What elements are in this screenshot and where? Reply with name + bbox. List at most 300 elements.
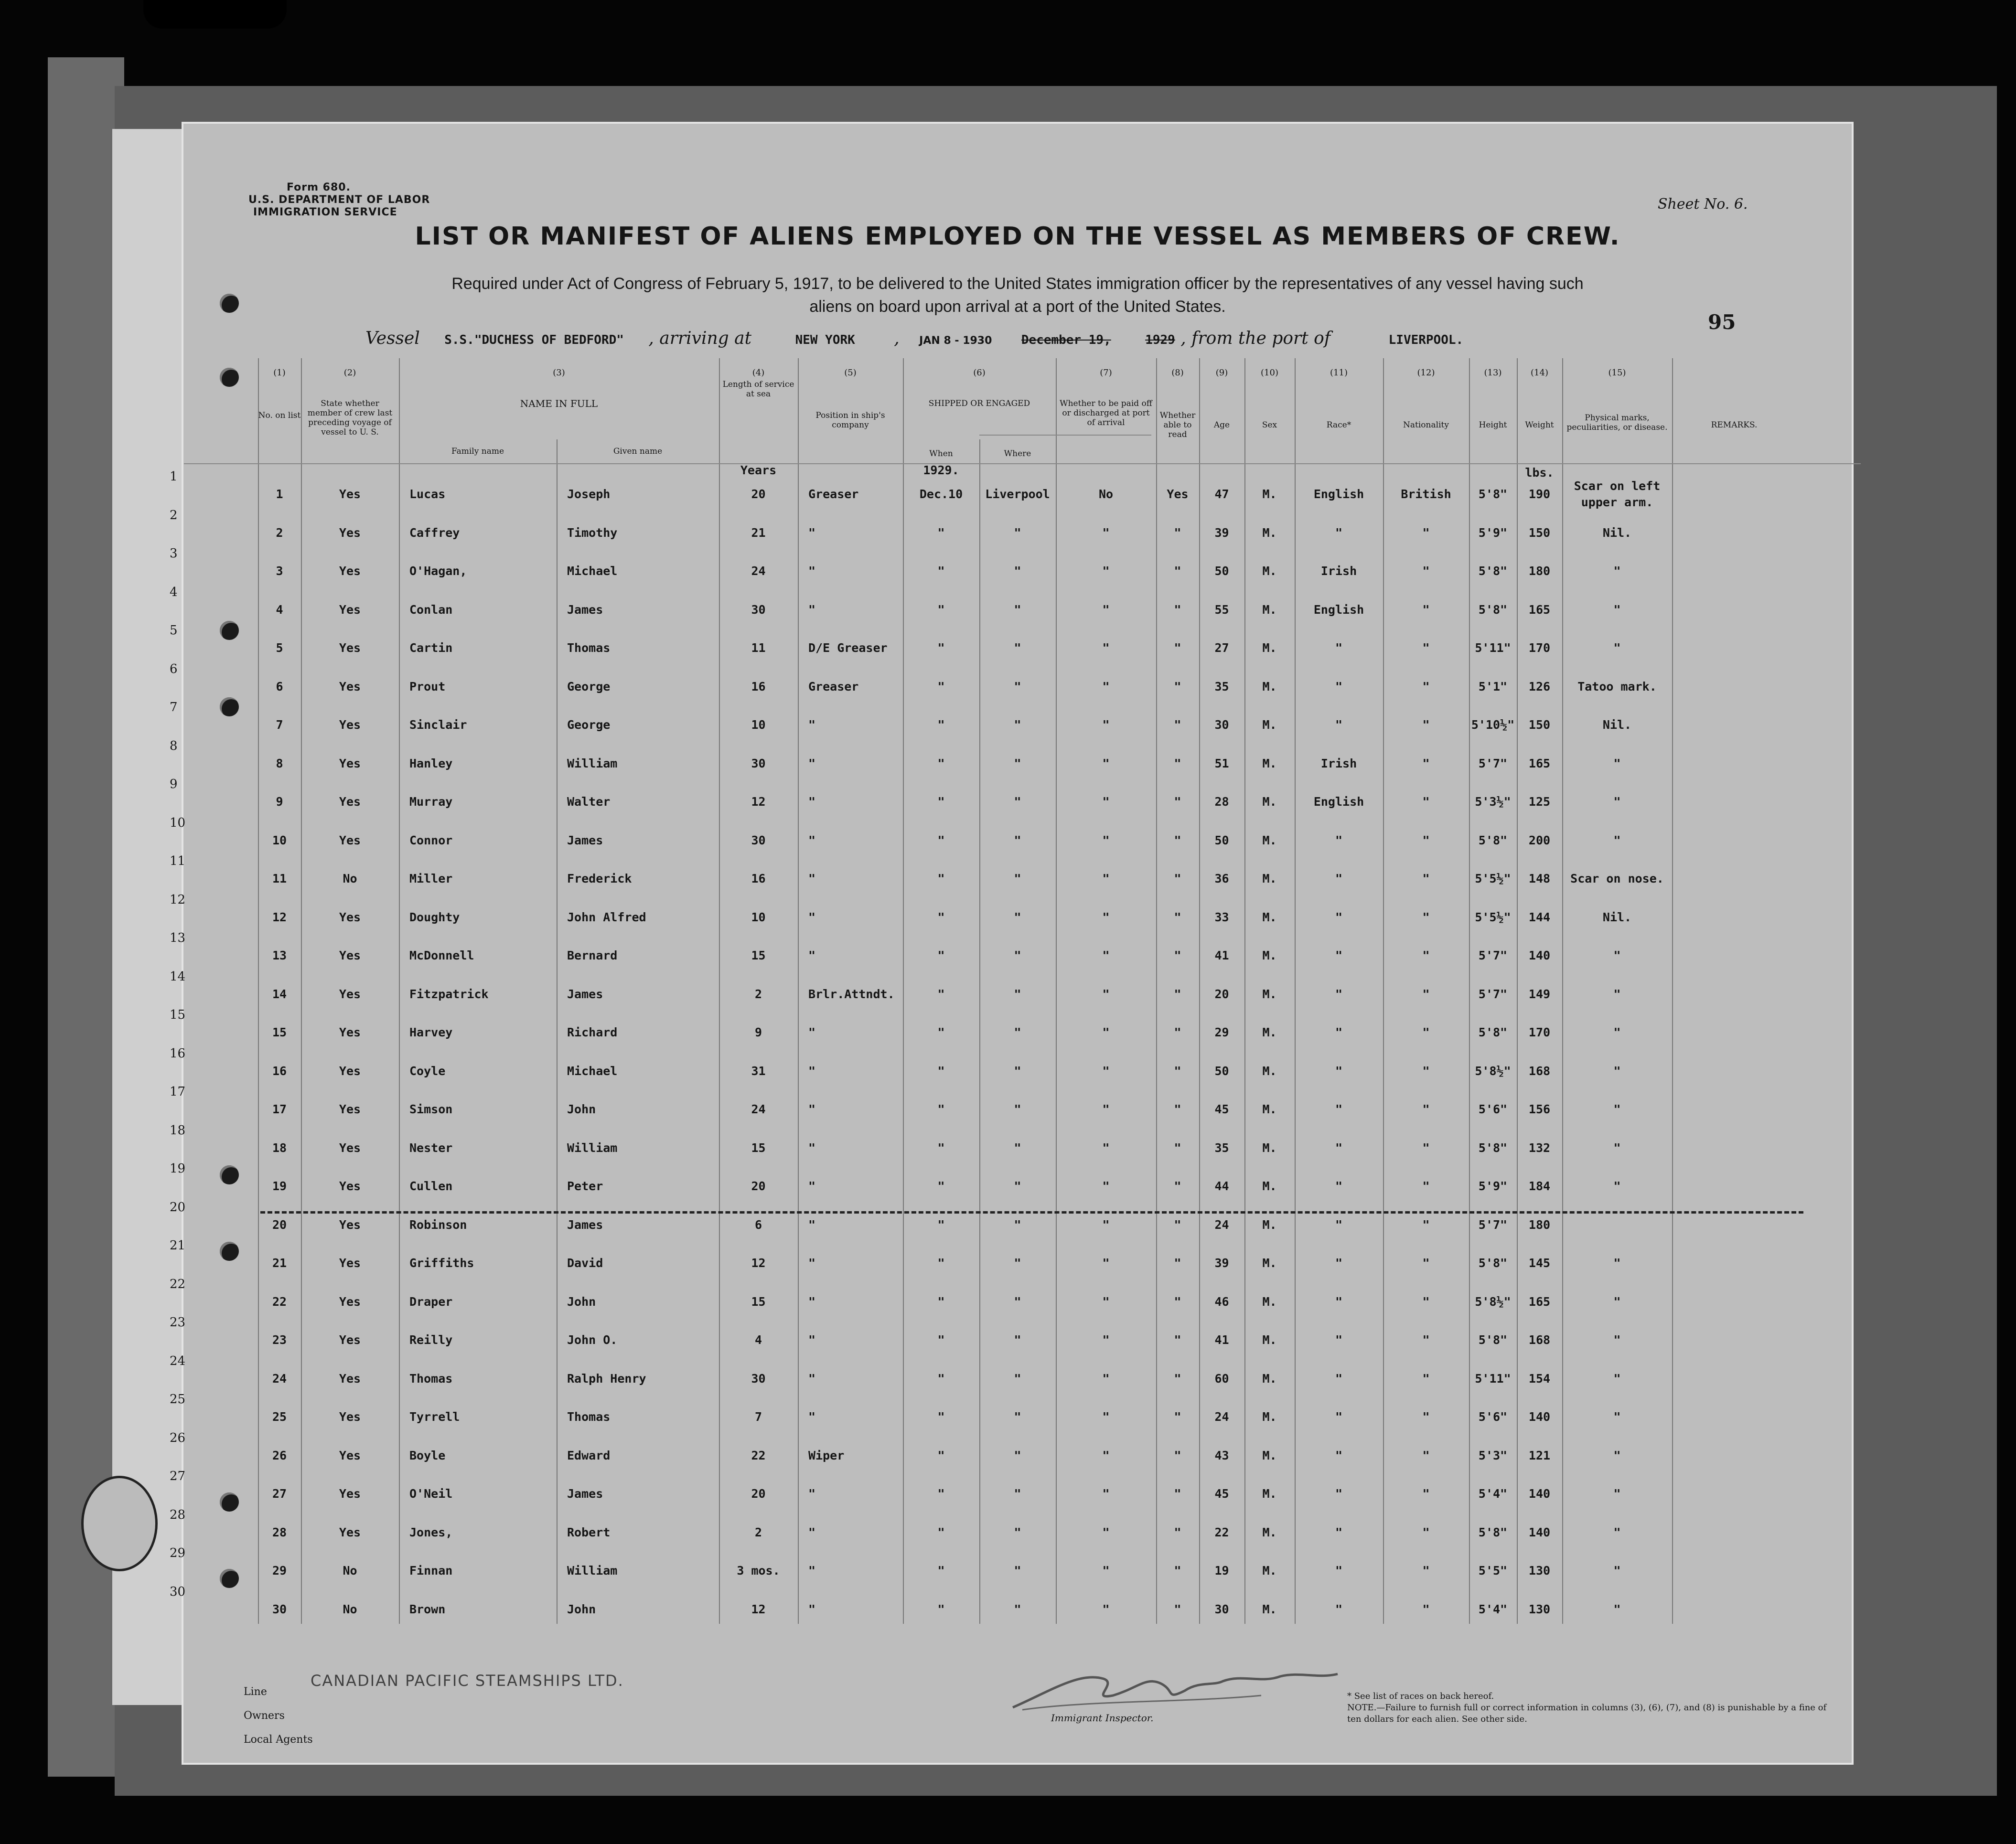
- physical-marks-cell: ": [1613, 795, 1621, 809]
- able-to-read-cell: ": [1174, 910, 1181, 924]
- list-number-cell: 19: [272, 1179, 287, 1193]
- race-cell: ": [1335, 910, 1343, 924]
- weight-cell: 132: [1528, 1141, 1551, 1155]
- weight-cell: 168: [1528, 1064, 1551, 1078]
- previous-voyage-cell: Yes: [339, 833, 361, 847]
- nationality-cell: ": [1422, 1564, 1430, 1578]
- sex-cell: M.: [1262, 1141, 1277, 1155]
- nationality-cell: ": [1422, 949, 1430, 962]
- race-cell: ": [1335, 1064, 1343, 1078]
- shipped-where-cell: ": [1014, 1064, 1021, 1078]
- given-name-cell: John Alfred: [567, 910, 646, 924]
- previous-voyage-cell: Yes: [339, 564, 361, 578]
- column-number: (2): [343, 368, 356, 378]
- service-length-cell: 9: [754, 1025, 762, 1039]
- page-subtitle: [334, 272, 1701, 318]
- able-to-read-cell: ": [1174, 525, 1181, 540]
- paid-off-cell: ": [1102, 1025, 1110, 1039]
- position-cell: ": [808, 1064, 816, 1078]
- table-row: [170, 700, 1861, 744]
- age-cell: 19: [1214, 1564, 1229, 1578]
- shipped-when-cell: ": [937, 564, 945, 578]
- position-cell: Greaser: [808, 487, 859, 501]
- height-cell: 5'5½": [1475, 872, 1511, 885]
- given-name-cell: Walter: [567, 795, 611, 809]
- age-cell: 30: [1214, 1602, 1229, 1616]
- list-number-cell: 13: [272, 949, 287, 962]
- family-name-cell: McDonnell: [409, 949, 474, 962]
- race-cell: ": [1335, 1141, 1343, 1155]
- shipped-where-cell: ": [1014, 1294, 1021, 1309]
- margin-line-number: 11: [170, 854, 186, 868]
- nationality-cell: ": [1422, 1064, 1430, 1078]
- shipped-when-cell: ": [937, 1525, 945, 1539]
- sex-cell: M.: [1262, 1525, 1277, 1539]
- shipped-where-cell: ": [1014, 641, 1021, 655]
- race-cell: ": [1335, 987, 1343, 1001]
- margin-line-number: 15: [170, 1008, 186, 1022]
- margin-line-number: 23: [170, 1315, 186, 1330]
- physical-marks-cell: ": [1613, 1371, 1621, 1386]
- column-number: (4): [752, 368, 765, 378]
- table-row: [170, 1507, 1861, 1552]
- physical-marks-cell: ": [1613, 1487, 1621, 1501]
- race-cell: ": [1335, 1448, 1343, 1462]
- list-number-cell: 27: [272, 1487, 287, 1501]
- table-row: [170, 508, 1861, 552]
- given-name-cell: Thomas: [567, 1410, 611, 1424]
- margin-line-number: 24: [170, 1354, 186, 1368]
- form-identifier: [248, 181, 430, 219]
- shipped-when-cell: ": [937, 525, 945, 540]
- sex-cell: M.: [1262, 602, 1277, 617]
- service-length-cell: 10: [751, 910, 766, 924]
- header-when: When: [929, 449, 953, 458]
- weight-cell: 130: [1528, 1602, 1551, 1616]
- physical-marks-cell: ": [1613, 987, 1621, 1001]
- age-cell: 33: [1214, 910, 1229, 924]
- footnote-races: * See list of races on back hereof.: [1347, 1691, 1494, 1701]
- sex-cell: M.: [1262, 1294, 1277, 1309]
- shipped-when-cell: ": [937, 910, 945, 924]
- column-number: (8): [1171, 368, 1184, 378]
- paid-off-cell: ": [1102, 1102, 1110, 1116]
- family-name-cell: Nester: [409, 1141, 453, 1155]
- list-number-cell: 22: [272, 1294, 287, 1309]
- arriving-label: , arriving at: [648, 329, 752, 348]
- shipped-where-cell: ": [1014, 718, 1021, 732]
- race-cell: English: [1313, 795, 1364, 809]
- height-cell: 5'8": [1478, 564, 1508, 578]
- header-weight: Weight: [1525, 420, 1554, 430]
- shipped-where-cell: ": [1014, 1602, 1021, 1616]
- list-number-cell: 1: [276, 487, 283, 501]
- family-name-cell: Reilly: [409, 1333, 453, 1347]
- struck-year: 1929: [1145, 333, 1175, 347]
- sex-cell: M.: [1262, 1102, 1277, 1116]
- given-name-cell: Thomas: [567, 641, 611, 655]
- shipped-when-cell: ": [937, 679, 945, 693]
- given-name-cell: James: [567, 1217, 603, 1232]
- position-cell: Brlr.Attndt.: [808, 987, 895, 1001]
- sex-cell: M.: [1262, 1064, 1277, 1078]
- family-name-cell: Coyle: [409, 1064, 446, 1078]
- weight-cell: 140: [1528, 1487, 1551, 1501]
- list-number-cell: 14: [272, 987, 287, 1001]
- physical-marks-cell: ": [1613, 1333, 1621, 1347]
- given-name-cell: John: [567, 1294, 596, 1309]
- physical-marks-cell: Nil.: [1602, 910, 1632, 924]
- physical-marks-cell: ": [1613, 1141, 1621, 1155]
- physical-marks-cell: ": [1613, 756, 1621, 770]
- header-length-of-service: Length of service at sea: [722, 380, 794, 399]
- table-row: [170, 1123, 1861, 1167]
- position-cell: ": [808, 910, 816, 924]
- table-row: [170, 1046, 1861, 1090]
- height-cell: 5'11": [1475, 1371, 1511, 1386]
- race-cell: ": [1335, 1179, 1343, 1193]
- age-cell: 50: [1214, 833, 1229, 847]
- margin-line-number: 10: [170, 815, 186, 830]
- table-row: [170, 1238, 1861, 1282]
- sex-cell: M.: [1262, 1602, 1277, 1616]
- shipped-when-cell: ": [937, 1487, 945, 1501]
- list-number-cell: 26: [272, 1448, 287, 1462]
- sex-cell: M.: [1262, 1256, 1277, 1270]
- column-number: (15): [1608, 368, 1626, 378]
- physical-marks-cell: ": [1613, 1564, 1621, 1578]
- race-cell: ": [1335, 1487, 1343, 1501]
- table-row: [170, 1085, 1861, 1129]
- given-name-cell: Bernard: [567, 949, 618, 962]
- position-cell: ": [808, 795, 816, 809]
- weight-cell: 156: [1528, 1102, 1551, 1116]
- race-cell: ": [1335, 949, 1343, 962]
- sex-cell: M.: [1262, 1333, 1277, 1347]
- able-to-read-cell: Yes: [1167, 487, 1189, 501]
- paid-off-cell: ": [1102, 602, 1110, 617]
- physical-marks-cell: ": [1613, 1179, 1621, 1193]
- paid-off-cell: ": [1102, 910, 1110, 924]
- position-cell: ": [808, 1141, 816, 1155]
- service-length-cell: 4: [754, 1333, 762, 1347]
- header-rule: [979, 435, 1151, 436]
- previous-voyage-cell: Yes: [339, 910, 361, 924]
- height-cell: 5'3": [1478, 1448, 1508, 1462]
- table-row: [170, 1469, 1861, 1513]
- race-cell: Irish: [1320, 564, 1357, 578]
- vessel-line: [365, 329, 1463, 348]
- sex-cell: M.: [1262, 1371, 1277, 1386]
- column-number: (13): [1484, 368, 1502, 378]
- margin-line-number: 9: [170, 777, 178, 791]
- able-to-read-cell: ": [1174, 795, 1181, 809]
- previous-voyage-cell: Yes: [339, 1064, 361, 1078]
- service-length-cell: 21: [751, 525, 766, 540]
- position-cell: ": [808, 1602, 816, 1616]
- shipped-when-cell: ": [937, 641, 945, 655]
- shipped-when-cell: ": [937, 602, 945, 617]
- weight-cell: 170: [1528, 641, 1551, 655]
- given-name-cell: Frederick: [567, 872, 632, 885]
- list-number-cell: 29: [272, 1564, 287, 1578]
- able-to-read-cell: ": [1174, 1448, 1181, 1462]
- column-number: (1): [273, 368, 286, 378]
- margin-line-number: 27: [170, 1469, 186, 1483]
- shipped-where-cell: ": [1014, 1217, 1021, 1232]
- race-cell: ": [1335, 1294, 1343, 1309]
- header-able-to-read: Whether able to read: [1159, 411, 1196, 439]
- paid-off-cell: ": [1102, 1448, 1110, 1462]
- from-port-label: , from the port of: [1180, 329, 1331, 348]
- age-cell: 46: [1214, 1294, 1229, 1309]
- column-number: (12): [1417, 368, 1435, 378]
- table-row: [170, 738, 1861, 783]
- weight-cell: 140: [1528, 949, 1551, 962]
- given-name-cell: Ralph Henry: [567, 1371, 646, 1386]
- able-to-read-cell: ": [1174, 1025, 1181, 1039]
- age-cell: 60: [1214, 1371, 1229, 1386]
- given-name-cell: William: [567, 1141, 618, 1155]
- previous-voyage-cell: Yes: [339, 602, 361, 617]
- height-cell: 5'8": [1478, 1256, 1508, 1270]
- paid-off-cell: ": [1102, 756, 1110, 770]
- height-cell: 5'5": [1478, 1564, 1508, 1578]
- position-cell: ": [808, 872, 816, 885]
- margin-line-number: 28: [170, 1507, 186, 1522]
- race-cell: ": [1335, 1256, 1343, 1270]
- form-line: IMMIGRATION SERVICE: [253, 206, 397, 218]
- given-name-cell: George: [567, 679, 611, 693]
- race-cell: ": [1335, 833, 1343, 847]
- sheet-number: Sheet No. 6.: [1658, 196, 1748, 213]
- punch-hole-icon: [220, 294, 239, 313]
- race-cell: ": [1335, 872, 1343, 885]
- paid-off-cell: ": [1102, 564, 1110, 578]
- family-name-cell: Jones,: [409, 1525, 453, 1539]
- weight-cell: 150: [1528, 718, 1551, 732]
- given-name-cell: William: [567, 1564, 618, 1578]
- able-to-read-cell: ": [1174, 1217, 1181, 1232]
- position-cell: ": [808, 1179, 816, 1193]
- able-to-read-cell: ": [1174, 872, 1181, 885]
- position-cell: ": [808, 1025, 816, 1039]
- age-cell: 36: [1214, 872, 1229, 885]
- nationality-cell: ": [1422, 1602, 1430, 1616]
- margin-line-number: 5: [170, 623, 178, 638]
- nationality-cell: ": [1422, 564, 1430, 578]
- age-cell: 44: [1214, 1179, 1229, 1193]
- able-to-read-cell: ": [1174, 1294, 1181, 1309]
- local-agents-label: Local Agents: [244, 1734, 313, 1746]
- age-cell: 55: [1214, 602, 1229, 617]
- margin-line-number: 8: [170, 738, 178, 753]
- race-cell: Irish: [1320, 756, 1357, 770]
- service-length-cell: 30: [751, 1371, 766, 1386]
- list-number-cell: 4: [276, 602, 283, 617]
- page-number: 95: [1708, 310, 1736, 334]
- page-tear: [143, 0, 287, 29]
- margin-line-number: 30: [170, 1584, 186, 1599]
- weight-cell: 149: [1528, 987, 1551, 1001]
- paid-off-cell: ": [1102, 718, 1110, 732]
- physical-marks-cell: ": [1613, 564, 1621, 578]
- list-number-cell: 18: [272, 1141, 287, 1155]
- nationality-cell: ": [1422, 525, 1430, 540]
- shipped-when-cell: ": [937, 1410, 945, 1424]
- age-cell: 22: [1214, 1525, 1229, 1539]
- shipped-when-cell: ": [937, 987, 945, 1001]
- service-length-cell: 31: [751, 1064, 766, 1078]
- weight-cell: 144: [1528, 910, 1551, 924]
- shipped-where-cell: ": [1014, 872, 1021, 885]
- weight-cell: 126: [1528, 679, 1551, 693]
- column-number: (3): [553, 368, 565, 378]
- given-name-cell: Michael: [567, 1064, 618, 1078]
- margin-line-number: 29: [170, 1546, 186, 1560]
- shipped-where-cell: ": [1014, 602, 1021, 617]
- physical-marks-cell: ": [1613, 1602, 1621, 1616]
- sex-cell: M.: [1262, 987, 1277, 1001]
- race-cell: English: [1313, 487, 1364, 501]
- shipped-when-cell: ": [937, 1064, 945, 1078]
- table-row: [170, 892, 1861, 937]
- given-name-cell: James: [567, 987, 603, 1001]
- position-cell: ": [808, 1256, 816, 1270]
- position-cell: Wiper: [808, 1448, 845, 1462]
- shipped-when-cell: ": [937, 872, 945, 885]
- struck-date: December 19,: [1021, 333, 1111, 347]
- sex-cell: M.: [1262, 756, 1277, 770]
- sex-cell: M.: [1262, 525, 1277, 540]
- age-cell: 30: [1214, 718, 1229, 732]
- previous-voyage-cell: Yes: [339, 1102, 361, 1116]
- family-name-cell: O'Hagan,: [409, 564, 467, 578]
- header-family-name: Family name: [451, 447, 504, 456]
- list-number-cell: 20: [272, 1217, 287, 1232]
- physical-marks-cell: ": [1613, 949, 1621, 962]
- header-remarks: REMARKS.: [1711, 420, 1758, 430]
- header-nationality: Nationality: [1403, 420, 1449, 430]
- shipped-when-cell: ": [937, 1141, 945, 1155]
- sex-cell: M.: [1262, 1217, 1277, 1232]
- shipped-when-cell: Dec.10: [919, 487, 963, 501]
- nationality-cell: ": [1422, 987, 1430, 1001]
- list-number-cell: 2: [276, 525, 283, 540]
- shipped-when-cell: ": [937, 1179, 945, 1193]
- able-to-read-cell: ": [1174, 756, 1181, 770]
- shipped-where-cell: ": [1014, 949, 1021, 962]
- given-name-cell: James: [567, 602, 603, 617]
- shipped-where-cell: ": [1014, 1448, 1021, 1462]
- service-length-cell: 7: [754, 1410, 762, 1424]
- position-cell: ": [808, 756, 816, 770]
- physical-marks-cell: Nil.: [1602, 525, 1632, 540]
- height-cell: 5'7": [1478, 756, 1508, 770]
- age-cell: 39: [1214, 525, 1229, 540]
- family-name-cell: Cartin: [409, 641, 453, 655]
- paid-off-cell: ": [1102, 1333, 1110, 1347]
- sex-cell: M.: [1262, 910, 1277, 924]
- race-cell: ": [1335, 1525, 1343, 1539]
- given-name-cell: Edward: [567, 1448, 611, 1462]
- arrival-date-stamp: JAN 8 - 1930: [919, 335, 992, 347]
- sex-cell: M.: [1262, 564, 1277, 578]
- nationality-cell: ": [1422, 679, 1430, 693]
- arriving-port: NEW YORK: [795, 333, 855, 347]
- paid-off-cell: No: [1098, 487, 1114, 501]
- given-name-cell: William: [567, 756, 618, 770]
- height-cell: 5'4": [1478, 1487, 1508, 1501]
- column-number: (7): [1100, 368, 1112, 378]
- margin-line-number: 19: [170, 1162, 186, 1176]
- able-to-read-cell: ": [1174, 1333, 1181, 1347]
- shipped-when-cell: ": [937, 1102, 945, 1116]
- physical-marks-cell: ": [1613, 1102, 1621, 1116]
- weight-cell: 170: [1528, 1025, 1551, 1039]
- manifest-footer: [182, 1657, 1854, 1753]
- shipped-where-cell: ": [1014, 1525, 1021, 1539]
- list-number-cell: 15: [272, 1025, 287, 1039]
- position-cell: ": [808, 1525, 816, 1539]
- shipped-where-cell: ": [1014, 987, 1021, 1001]
- list-number-cell: 21: [272, 1256, 287, 1270]
- list-number-cell: 24: [272, 1371, 287, 1386]
- margin-line-number: 25: [170, 1392, 186, 1407]
- shipped-when-cell: ": [937, 795, 945, 809]
- column-number: (11): [1330, 368, 1348, 378]
- height-cell: 5'8": [1478, 833, 1508, 847]
- height-cell: 5'5½": [1475, 910, 1511, 924]
- race-cell: ": [1335, 1371, 1343, 1386]
- height-cell: 5'7": [1478, 987, 1508, 1001]
- header-physical-marks: Physical marks, peculiarities, or disease.: [1566, 413, 1668, 432]
- table-row: [170, 815, 1861, 860]
- table-row: [170, 1277, 1861, 1321]
- position-cell: ": [808, 1217, 816, 1232]
- height-cell: 5'8": [1478, 1141, 1508, 1155]
- position-cell: ": [808, 525, 816, 540]
- table-row: [170, 1584, 1861, 1629]
- height-cell: 5'8": [1478, 1525, 1508, 1539]
- height-cell: 5'9": [1478, 1179, 1508, 1193]
- shipped-where-cell: ": [1014, 833, 1021, 847]
- weight-cell: 125: [1528, 795, 1551, 809]
- service-length-cell: 30: [751, 833, 766, 847]
- shipped-where-cell: ": [1014, 1179, 1021, 1193]
- service-length-cell: 12: [751, 1256, 766, 1270]
- family-name-cell: Finnan: [409, 1564, 453, 1578]
- age-cell: 27: [1214, 641, 1229, 655]
- previous-voyage-cell: Yes: [339, 1525, 361, 1539]
- physical-marks-cell: Tatoo mark.: [1577, 679, 1657, 693]
- nationality-cell: ": [1422, 1217, 1430, 1232]
- previous-voyage-cell: Yes: [339, 1294, 361, 1309]
- given-name-cell: John O.: [567, 1333, 618, 1347]
- family-name-cell: Boyle: [409, 1448, 446, 1462]
- family-name-cell: Doughty: [409, 910, 460, 924]
- list-number-cell: 3: [276, 564, 283, 578]
- age-cell: 24: [1214, 1217, 1229, 1232]
- list-number-cell: 5: [276, 641, 283, 655]
- previous-voyage-cell: Yes: [339, 1025, 361, 1039]
- height-cell: 5'1": [1478, 679, 1508, 693]
- age-cell: 35: [1214, 679, 1229, 693]
- able-to-read-cell: ": [1174, 1256, 1181, 1270]
- year-label: 1929.: [923, 463, 959, 477]
- nationality-cell: ": [1422, 872, 1430, 885]
- service-length-cell: 12: [751, 795, 766, 809]
